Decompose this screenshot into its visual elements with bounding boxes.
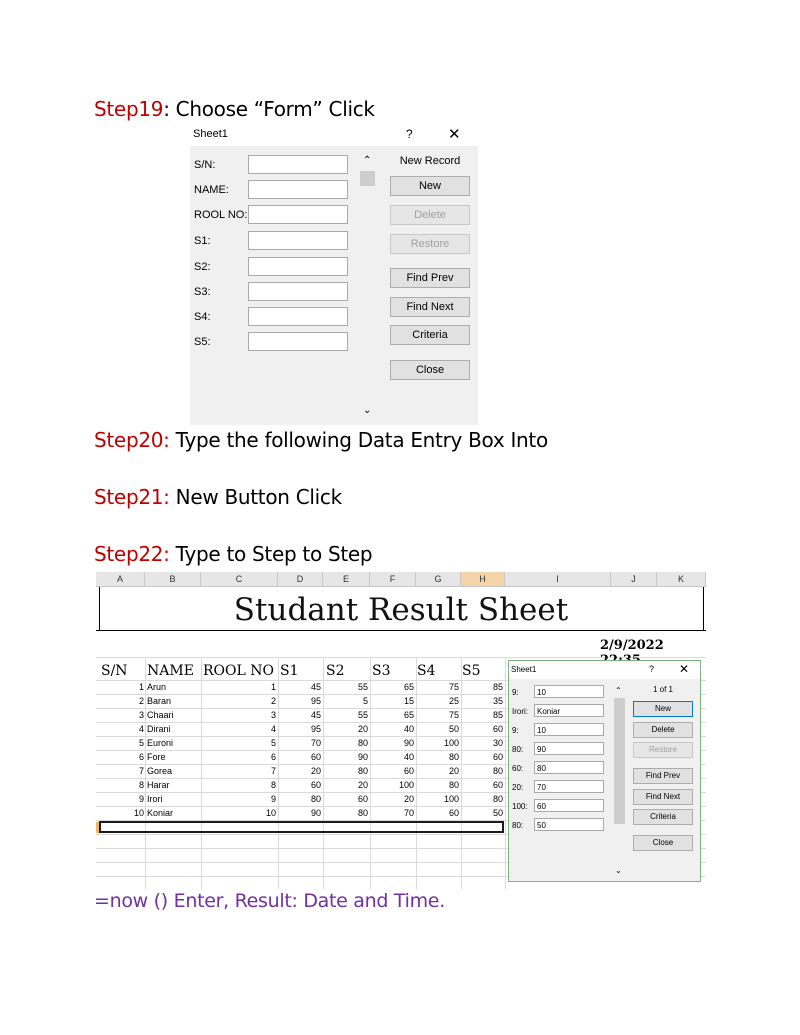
dialog-title: Sheet1 — [511, 665, 537, 674]
cell-s5[interactable]: 80 — [492, 794, 503, 804]
grid-vline — [461, 657, 462, 889]
cell-s1[interactable]: 45 — [310, 710, 321, 720]
cell-s4[interactable]: 100 — [443, 794, 459, 804]
cell-s4[interactable]: 20 — [448, 766, 459, 776]
s5-input[interactable] — [248, 332, 348, 351]
s2-input[interactable]: 80 — [534, 761, 604, 774]
cell-s3[interactable]: 60 — [403, 766, 414, 776]
s3-input[interactable] — [248, 282, 348, 301]
grid-vline — [278, 657, 279, 889]
cell-roolno[interactable]: 2 — [270, 696, 276, 706]
col-header-g[interactable]: G — [416, 572, 461, 587]
restore-button[interactable]: Restore — [390, 234, 470, 254]
s1-input[interactable]: 90 — [534, 742, 604, 755]
field-label-name: NAME: — [194, 184, 229, 196]
step21-label: Step21: — [94, 485, 170, 509]
selected-row[interactable] — [99, 821, 504, 833]
grid-vline — [370, 657, 371, 889]
close-button[interactable]: Close — [390, 360, 470, 380]
title-underline — [96, 630, 706, 631]
field-label-s1: S1: — [194, 235, 211, 247]
col-header-i[interactable]: I — [505, 572, 611, 587]
scroll-thumb[interactable] — [360, 171, 375, 186]
cell-sn[interactable]: 3 — [138, 710, 144, 720]
col-header-e[interactable]: E — [323, 572, 370, 587]
cell-s2[interactable]: 90 — [357, 752, 368, 762]
record-scrollbar[interactable] — [614, 686, 626, 881]
cell-s5[interactable]: 85 — [492, 682, 503, 692]
cell-s3[interactable]: 65 — [403, 710, 414, 720]
col-header-a[interactable]: A — [96, 572, 145, 587]
form-dialog-empty — [190, 124, 478, 425]
field-label-sn: S/N: — [194, 159, 216, 171]
cell-s1[interactable]: 90 — [310, 808, 321, 818]
scroll-up-icon[interactable]: ⌃ — [615, 686, 622, 695]
form-dialog-filled — [508, 660, 701, 882]
dialog-titlebar — [509, 661, 700, 679]
col-header-f[interactable]: F — [370, 572, 416, 587]
field-label: 9: — [512, 726, 519, 735]
step20-heading — [94, 428, 548, 452]
record-indicator: New Record — [399, 155, 461, 167]
cell-name[interactable]: Chaari — [147, 710, 174, 720]
s4-input[interactable]: 60 — [534, 799, 604, 812]
cell-s5[interactable]: 60 — [492, 752, 503, 762]
field-label-s4: S4: — [194, 311, 211, 323]
header-s3: S3 — [372, 663, 391, 679]
cell-name[interactable]: Euroni — [147, 738, 174, 748]
field-label: 80: — [512, 745, 524, 754]
cell-s4[interactable]: 50 — [448, 724, 459, 734]
cell-sn[interactable]: 1 — [138, 682, 144, 692]
scroll-thumb[interactable] — [614, 698, 625, 824]
scroll-down-icon[interactable]: ⌄ — [615, 866, 622, 875]
roolno-input[interactable] — [248, 205, 348, 224]
find-next-button[interactable]: Find Next — [390, 297, 470, 317]
header-s5: S5 — [462, 663, 481, 679]
cell-name[interactable]: Arun — [147, 682, 167, 692]
scroll-down-icon[interactable]: ⌄ — [363, 405, 372, 416]
name-input[interactable] — [248, 180, 348, 199]
header-s2: S2 — [326, 663, 345, 679]
header-roolno: ROOL NO — [203, 663, 274, 679]
field-label-s5: S5: — [194, 336, 211, 348]
header-s4: S4 — [417, 663, 436, 679]
header-s1: S1 — [280, 663, 299, 679]
cell-s5[interactable]: 80 — [492, 766, 503, 776]
cell-s1[interactable]: 60 — [310, 752, 321, 762]
grid-vline — [145, 657, 146, 889]
cell-s2[interactable]: 80 — [357, 738, 368, 748]
delete-button[interactable]: Delete — [390, 205, 470, 225]
sn-input[interactable]: 10 — [534, 685, 604, 698]
cell-s2[interactable]: 5 — [362, 696, 368, 706]
new-button[interactable]: New — [633, 701, 693, 717]
cell-s5[interactable]: 35 — [492, 696, 503, 706]
col-header-k[interactable]: K — [657, 572, 706, 587]
cell-s2[interactable]: 55 — [357, 682, 368, 692]
name-input[interactable]: Koniar — [534, 704, 604, 717]
help-icon[interactable]: ? — [649, 664, 655, 674]
cell-roolno[interactable]: 7 — [270, 766, 276, 776]
cell-roolno[interactable]: 9 — [270, 794, 276, 804]
cell-s3[interactable]: 40 — [403, 724, 414, 734]
col-header-j[interactable]: J — [611, 572, 657, 587]
cell-name[interactable]: Irori — [147, 794, 163, 804]
cell-sn[interactable]: 9 — [138, 794, 144, 804]
grid-vline — [201, 657, 202, 889]
cell-s5[interactable]: 30 — [492, 738, 503, 748]
scroll-up-icon[interactable]: ⌃ — [363, 155, 372, 166]
col-header-b[interactable]: B — [145, 572, 201, 587]
cell-name[interactable]: Fore — [147, 752, 166, 762]
s5-input[interactable]: 50 — [534, 818, 604, 831]
cell-s1[interactable]: 60 — [310, 780, 321, 790]
sheet-title: Studant Result Sheet — [233, 592, 569, 628]
cell-s5[interactable]: 60 — [492, 724, 503, 734]
cell-s2[interactable]: 80 — [357, 808, 368, 818]
step22-label: Step22: — [94, 542, 170, 566]
cell-sn[interactable]: 8 — [138, 780, 144, 790]
cell-s4[interactable]: 60 — [448, 808, 459, 818]
cell-s4[interactable]: 25 — [448, 696, 459, 706]
step21-text: New Button Click — [169, 485, 342, 509]
header-sn: S/N — [101, 663, 128, 679]
field-label: 9: — [512, 688, 519, 697]
criteria-button[interactable]: Criteria — [633, 809, 693, 825]
cell-roolno[interactable]: 1 — [270, 682, 276, 692]
step19-label: Step19 — [94, 97, 164, 121]
cell-s1[interactable]: 95 — [310, 724, 321, 734]
cell-s3[interactable]: 65 — [403, 682, 414, 692]
col-header-d[interactable]: D — [278, 572, 323, 587]
cell-name[interactable]: Gorea — [147, 766, 173, 776]
cell-sn[interactable]: 2 — [138, 696, 144, 706]
cell-sn[interactable]: 10 — [133, 808, 144, 818]
cell-s4[interactable]: 75 — [448, 682, 459, 692]
cell-sn[interactable]: 4 — [138, 724, 144, 734]
new-button[interactable]: New — [390, 176, 470, 196]
cell-s2[interactable]: 55 — [357, 710, 368, 720]
cell-sn[interactable]: 6 — [138, 752, 144, 762]
cell-roolno[interactable]: 6 — [270, 752, 276, 762]
s3-input[interactable]: 70 — [534, 780, 604, 793]
field-label: Irori: — [512, 707, 528, 716]
cell-s2[interactable]: 20 — [357, 724, 368, 734]
cell-roolno[interactable]: 3 — [270, 710, 276, 720]
header-name: NAME — [147, 663, 194, 679]
cell-sn[interactable]: 5 — [138, 738, 144, 748]
grid-vline — [416, 657, 417, 889]
cell-roolno[interactable]: 4 — [270, 724, 276, 734]
dialog-titlebar — [190, 124, 478, 146]
help-icon[interactable]: ? — [406, 127, 413, 141]
step22-text: Type to Step to Step — [169, 542, 373, 566]
record-scrollbar[interactable] — [360, 151, 377, 421]
field-label: 80: — [512, 821, 524, 830]
grid-vline — [323, 657, 324, 889]
field-label: 100: — [512, 802, 528, 811]
cell-s3[interactable]: 90 — [403, 738, 414, 748]
step19-text: : Choose “Form” Click — [163, 97, 375, 121]
cell-s1[interactable]: 95 — [310, 696, 321, 706]
cell-s3[interactable]: 70 — [403, 808, 414, 818]
cell-roolno[interactable]: 8 — [270, 780, 276, 790]
step21-heading — [94, 485, 342, 509]
formula-note: =now () Enter, Result: Date and Time. — [94, 890, 445, 912]
find-next-button[interactable]: Find Next — [633, 789, 693, 805]
field-label-s2: S2: — [194, 261, 211, 273]
cell-s1[interactable]: 45 — [310, 682, 321, 692]
cell-s3[interactable]: 100 — [398, 780, 414, 790]
cell-s5[interactable]: 85 — [492, 710, 503, 720]
roolno-input[interactable]: 10 — [534, 723, 604, 736]
cell-name[interactable]: Dirani — [147, 724, 171, 734]
step20-label: Step20: — [94, 428, 170, 452]
cell-s3[interactable]: 20 — [403, 794, 414, 804]
delete-button[interactable]: Delete — [633, 722, 693, 738]
dialog-title: Sheet1 — [193, 128, 228, 140]
cell-name[interactable]: Baran — [147, 696, 172, 706]
grid-vline — [505, 657, 506, 889]
cell-roolno[interactable]: 5 — [270, 738, 276, 748]
s2-input[interactable] — [248, 257, 348, 276]
field-label: 20: — [512, 783, 524, 792]
cell-s2[interactable]: 20 — [357, 780, 368, 790]
cell-s4[interactable]: 75 — [448, 710, 459, 720]
field-label: 60: — [512, 764, 524, 773]
find-prev-button[interactable]: Find Prev — [390, 268, 470, 288]
s4-input[interactable] — [248, 307, 348, 326]
cell-s1[interactable]: 70 — [310, 738, 321, 748]
cell-s4[interactable]: 100 — [443, 738, 459, 748]
cell-s4[interactable]: 80 — [448, 752, 459, 762]
cell-s4[interactable]: 80 — [448, 780, 459, 790]
cell-s3[interactable]: 40 — [403, 752, 414, 762]
cell-name[interactable]: Koniar — [147, 808, 174, 818]
col-header-h[interactable]: H — [461, 572, 505, 587]
s1-input[interactable] — [248, 231, 348, 250]
step19-heading — [94, 97, 375, 121]
close-button[interactable]: Close — [633, 835, 693, 851]
cell-s1[interactable]: 20 — [310, 766, 321, 776]
record-indicator: 1 of 1 — [652, 685, 673, 694]
cell-roolno[interactable]: 10 — [265, 808, 276, 818]
cell-s3[interactable]: 15 — [403, 696, 414, 706]
step20-text: Type the following Data Entry Box Into — [169, 428, 548, 452]
cell-s5[interactable]: 60 — [492, 780, 503, 790]
cell-s5[interactable]: 50 — [492, 808, 503, 818]
field-label-roolno: ROOL NO: — [194, 209, 248, 221]
field-label-s3: S3: — [194, 286, 211, 298]
cell-s2[interactable]: 60 — [357, 794, 368, 804]
sn-input[interactable] — [248, 155, 348, 174]
step22-heading — [94, 542, 372, 566]
cell-sn[interactable]: 7 — [138, 766, 144, 776]
cell-name[interactable]: Harar — [147, 780, 170, 790]
restore-button[interactable]: Restore — [633, 742, 693, 758]
spreadsheet — [96, 572, 706, 889]
criteria-button[interactable]: Criteria — [390, 325, 470, 345]
cell-s2[interactable]: 80 — [357, 766, 368, 776]
col-header-c[interactable]: C — [201, 572, 278, 587]
datetime-cell[interactable]: 2/9/2022 — [600, 638, 664, 653]
close-icon[interactable]: ✕ — [679, 662, 690, 676]
find-prev-button[interactable]: Find Prev — [633, 768, 693, 784]
cell-s1[interactable]: 80 — [310, 794, 321, 804]
close-icon[interactable]: ✕ — [448, 126, 461, 143]
